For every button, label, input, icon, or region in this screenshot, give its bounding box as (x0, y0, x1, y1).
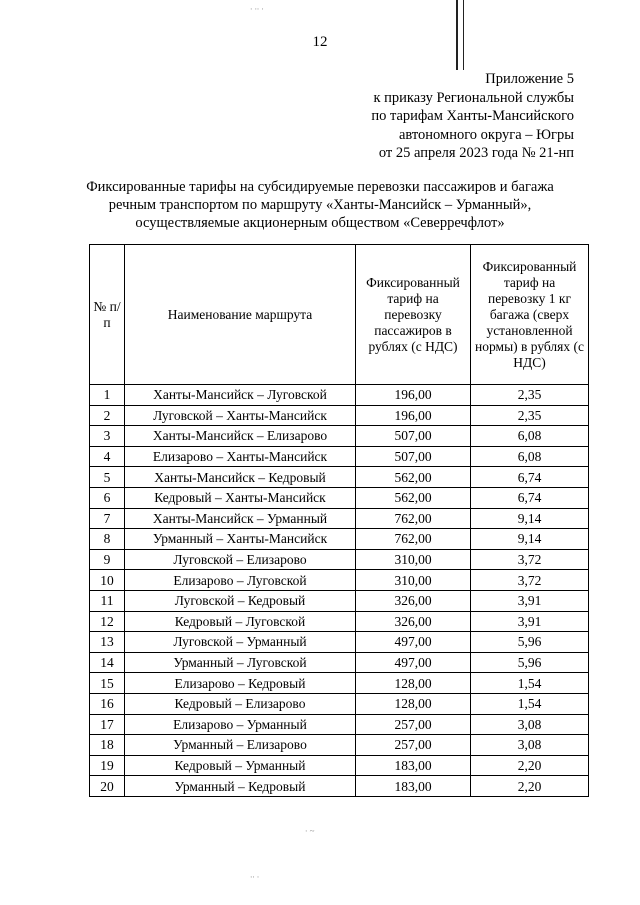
appendix-line: автономного округа – Югры (398, 126, 574, 143)
row-number: 9 (90, 549, 125, 570)
table-header-row (90, 245, 589, 385)
baggage-tariff: 1,54 (471, 673, 589, 694)
route-name: Кедровый – Урманный (125, 755, 356, 776)
table-row (90, 467, 589, 488)
table-row (90, 611, 589, 632)
row-number: 20 (90, 776, 125, 797)
route-name: Елизарово – Луговской (125, 570, 356, 591)
passenger-tariff: 257,00 (356, 735, 471, 756)
route-name: Ханты-Мансийск – Кедровый (125, 467, 356, 488)
baggage-tariff: 9,14 (471, 508, 589, 529)
row-number: 16 (90, 693, 125, 714)
appendix-line: Приложение 5 (485, 71, 574, 87)
passenger-tariff: 183,00 (356, 755, 471, 776)
route-name: Урманный – Ханты-Мансийск (125, 529, 356, 550)
table-row (90, 673, 589, 694)
table-row (90, 405, 589, 426)
appendix-line: по тарифам Ханты-Мансийского (371, 108, 574, 124)
route-name: Елизарово – Урманный (125, 714, 356, 735)
route-name: Кедровый – Луговской (125, 611, 356, 632)
row-number: 7 (90, 508, 125, 529)
route-name: Ханты-Мансийск – Луговской (125, 385, 356, 406)
table-row (90, 755, 589, 776)
passenger-tariff: 196,00 (356, 385, 471, 406)
baggage-tariff: 2,35 (471, 385, 589, 406)
route-name: Урманный – Кедровый (125, 776, 356, 797)
table-row (90, 632, 589, 653)
passenger-tariff: 762,00 (356, 529, 471, 550)
table-row (90, 487, 589, 508)
route-name: Урманный – Елизарово (125, 735, 356, 756)
route-name: Ханты-Мансийск – Елизарово (125, 426, 356, 447)
passenger-tariff: 507,00 (356, 446, 471, 467)
row-number: 1 (90, 385, 125, 406)
header-num: № п/п (90, 245, 125, 385)
row-number: 18 (90, 735, 125, 756)
route-name: Луговской – Елизарово (125, 549, 356, 570)
passenger-tariff: 762,00 (356, 508, 471, 529)
row-number: 14 (90, 652, 125, 673)
route-name: Ханты-Мансийск – Урманный (125, 508, 356, 529)
baggage-tariff: 2,20 (471, 755, 589, 776)
header-route: Наименование маршрута (125, 245, 356, 385)
appendix-block (371, 70, 574, 163)
row-number: 6 (90, 487, 125, 508)
passenger-tariff: 326,00 (356, 590, 471, 611)
table-row (90, 590, 589, 611)
row-number: 4 (90, 446, 125, 467)
route-name: Елизарово – Ханты-Мансийск (125, 446, 356, 467)
table-row (90, 714, 589, 735)
baggage-tariff: 6,74 (471, 487, 589, 508)
table-row (90, 652, 589, 673)
page-number: 12 (312, 34, 328, 50)
table-row (90, 549, 589, 570)
passenger-tariff: 507,00 (356, 426, 471, 447)
header-passenger-tariff: Фиксированный тариф на перевозку пассажиров в рублях (с НДС) (356, 245, 471, 385)
route-name: Луговской – Кедровый (125, 590, 356, 611)
row-number: 8 (90, 529, 125, 550)
passenger-tariff: 562,00 (356, 487, 471, 508)
passenger-tariff: 310,00 (356, 549, 471, 570)
table-row (90, 446, 589, 467)
table-row (90, 508, 589, 529)
table-row (90, 385, 589, 406)
baggage-tariff: 6,08 (471, 446, 589, 467)
passenger-tariff: 196,00 (356, 405, 471, 426)
row-number: 19 (90, 755, 125, 776)
scan-smudge: ·· · (250, 872, 259, 882)
row-number: 15 (90, 673, 125, 694)
baggage-tariff: 3,08 (471, 714, 589, 735)
passenger-tariff: 183,00 (356, 776, 471, 797)
appendix-line: от 25 апреля 2023 года № 21-нп (378, 145, 574, 161)
table-row (90, 776, 589, 797)
baggage-tariff: 2,35 (471, 405, 589, 426)
baggage-tariff: 5,96 (471, 652, 589, 673)
row-number: 10 (90, 570, 125, 591)
route-name: Кедровый – Елизарово (125, 693, 356, 714)
baggage-tariff: 3,91 (471, 611, 589, 632)
passenger-tariff: 257,00 (356, 714, 471, 735)
route-name: Кедровый – Ханты-Мансийск (125, 487, 356, 508)
passenger-tariff: 310,00 (356, 570, 471, 591)
passenger-tariff: 128,00 (356, 673, 471, 694)
passenger-tariff: 497,00 (356, 652, 471, 673)
passenger-tariff: 562,00 (356, 467, 471, 488)
table-row (90, 426, 589, 447)
baggage-tariff: 6,08 (471, 426, 589, 447)
route-name: Урманный – Луговской (125, 652, 356, 673)
header-baggage-tariff: Фиксированный тариф на перевозку 1 кг багажа (сверх установленной нормы) в рублях (с НДС) (471, 245, 589, 385)
route-name: Елизарово – Кедровый (125, 673, 356, 694)
route-name: Луговской – Урманный (125, 632, 356, 653)
table-row (90, 570, 589, 591)
baggage-tariff: 5,96 (471, 632, 589, 653)
title-line: Фиксированные тарифы на субсидируемые перевозки пассажиров и багажа (86, 179, 554, 195)
baggage-tariff: 3,72 (471, 549, 589, 570)
scan-smudge: · ~ (305, 826, 315, 836)
document-title (40, 178, 600, 232)
row-number: 12 (90, 611, 125, 632)
scan-smudge: · ·· · (250, 4, 264, 14)
baggage-tariff: 3,91 (471, 590, 589, 611)
baggage-tariff: 9,14 (471, 529, 589, 550)
passenger-tariff: 128,00 (356, 693, 471, 714)
row-number: 17 (90, 714, 125, 735)
passenger-tariff: 326,00 (356, 611, 471, 632)
row-number: 2 (90, 405, 125, 426)
baggage-tariff: 2,20 (471, 776, 589, 797)
baggage-tariff: 3,08 (471, 735, 589, 756)
route-name: Луговской – Ханты-Мансийск (125, 405, 356, 426)
row-number: 3 (90, 426, 125, 447)
title-line: речным транспортом по маршруту «Ханты-Мансийск – Урманный», (108, 197, 532, 213)
table-row (90, 529, 589, 550)
baggage-tariff: 3,72 (471, 570, 589, 591)
passenger-tariff: 497,00 (356, 632, 471, 653)
baggage-tariff: 1,54 (471, 693, 589, 714)
row-number: 5 (90, 467, 125, 488)
baggage-tariff: 6,74 (471, 467, 589, 488)
tariff-table (89, 244, 589, 797)
table-row (90, 693, 589, 714)
row-number: 13 (90, 632, 125, 653)
row-number: 11 (90, 590, 125, 611)
title-line: осуществляемые акционерным обществом «Северречфлот» (135, 215, 505, 231)
table-row (90, 735, 589, 756)
appendix-line: к приказу Региональной службы (373, 89, 574, 106)
